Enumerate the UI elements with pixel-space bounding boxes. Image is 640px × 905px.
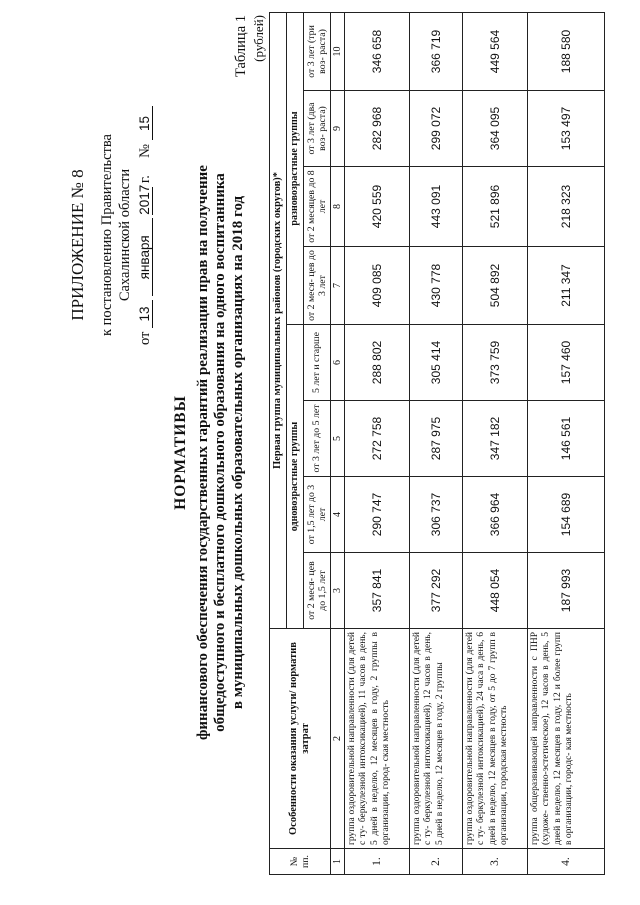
- row-value: 305 414: [410, 325, 463, 401]
- header-col-1-5y-3y: от 1,5 лет до 3 лет: [303, 477, 331, 553]
- row-value: 188 580: [528, 12, 605, 90]
- title-line-2: общедоступного и бесплатного дошкольного образования на одного воспитанника: [212, 173, 228, 732]
- row-value: 299 072: [410, 91, 463, 167]
- decree-number: 15: [137, 106, 153, 140]
- date-month: января: [137, 218, 153, 296]
- column-index-row: [331, 12, 345, 874]
- row-value: 420 559: [345, 167, 410, 247]
- row-value: 373 759: [463, 325, 528, 401]
- number-prefix: №: [137, 144, 153, 158]
- header-col-2m-1-5y: от 2 меся- цев до 1,5 лет: [303, 553, 331, 629]
- row-description: группа оздоровительной направленности (для детей с ту- беркулезной интоксикацией), 11 часов в день, 5 дней в неделю, 12 месяцев в году, 2 группы в организации, город- ская местность: [345, 629, 410, 849]
- column-index: 3: [331, 553, 345, 629]
- row-value: 449 564: [463, 12, 528, 90]
- row-value: 153 497: [528, 91, 605, 167]
- header-col-3y-5y: от 3 лет до 5 лет: [303, 401, 331, 477]
- column-index: 2: [331, 629, 345, 849]
- row-value: 282 968: [345, 91, 410, 167]
- table-row: [528, 12, 605, 874]
- row-value: 146 561: [528, 401, 605, 477]
- row-value: 377 292: [410, 553, 463, 629]
- table-row: [463, 12, 528, 874]
- title-line-1: финансового обеспечения государственных гарантий реализации прав на получение: [195, 165, 211, 740]
- column-index: 6: [331, 325, 345, 401]
- row-value: 347 182: [463, 401, 528, 477]
- header-no: № пп.: [270, 849, 331, 875]
- column-index: 5: [331, 401, 345, 477]
- header-col-3y-two-ages: от 3 лет (два воз- раста): [303, 91, 331, 167]
- header-col-2m-3y: от 2 меся- цев до 3 лет: [303, 247, 331, 325]
- row-value: 364 095: [463, 91, 528, 167]
- row-number: 3.: [463, 849, 528, 875]
- row-number: 2.: [410, 849, 463, 875]
- row-value: 157 460: [528, 325, 605, 401]
- row-value: 430 778: [410, 247, 463, 325]
- date-prefix: от: [137, 331, 153, 345]
- row-value: 409 085: [345, 247, 410, 325]
- decree-line-1: к постановлению Правительства: [99, 134, 115, 336]
- row-value: 357 841: [345, 553, 410, 629]
- row-description: группа оздоровительной направленности (для детей с ту- беркулезной интоксикацией), 12 часов в день, 5 дней в неделю, 12 месяцев в году, 2 группы: [410, 629, 463, 849]
- column-index: 8: [331, 167, 345, 247]
- header-mixed-age-groups: разновозрастные группы: [287, 12, 304, 324]
- row-value: 288 802: [345, 325, 410, 401]
- title-line-3: в муниципальных дошкольных образовательных организациях на 2018 год: [230, 195, 246, 710]
- row-value: 346 658: [345, 12, 410, 90]
- header-col-2m-8y: от 2 месяцев до 8 лет: [303, 167, 331, 247]
- row-value: 448 054: [463, 553, 528, 629]
- row-number: 1.: [345, 849, 410, 875]
- row-value: 504 892: [463, 247, 528, 325]
- date-year-suffix: г.: [137, 175, 153, 184]
- column-index: 7: [331, 247, 345, 325]
- row-value: 306 737: [410, 477, 463, 553]
- document-title: НОРМАТИВЫ: [172, 395, 189, 510]
- row-description: группа общеразвивающей направленности с ПНР (художе- ственно-эстетическое), 12 часов в день, 5 дней в неделю, 12 месяцев в году, 12 и более групп в организации, городс- кая местность: [528, 629, 605, 849]
- row-value: 154 689: [528, 477, 605, 553]
- column-index: 9: [331, 91, 345, 167]
- column-index: 4: [331, 477, 345, 553]
- table-row: [410, 12, 463, 874]
- decree-line-2: Сахалинской области: [117, 168, 133, 302]
- norms-table: [269, 12, 605, 875]
- row-value: 218 323: [528, 167, 605, 247]
- table-row: [345, 12, 410, 874]
- row-value: 443 091: [410, 167, 463, 247]
- row-value: 287 975: [410, 401, 463, 477]
- column-index: 10: [331, 12, 345, 90]
- row-value: 366 719: [410, 12, 463, 90]
- date-year: 2017: [137, 184, 152, 215]
- row-value: 366 964: [463, 477, 528, 553]
- row-value: 290 747: [345, 477, 410, 553]
- header-col-3y-three-ages: от 3 лет (три воз- раста): [303, 12, 331, 90]
- row-value: 521 896: [463, 167, 528, 247]
- column-index: 1: [331, 849, 345, 875]
- row-number: 4.: [528, 849, 605, 875]
- date-day: 13: [137, 300, 153, 328]
- header-col-5y-plus: 5 лет и старше: [303, 325, 331, 401]
- decree-date-line: [137, 115, 154, 345]
- header-first-group: Первая группа муниципальных районов (городских округов)*: [270, 12, 287, 628]
- header-same-age-groups: одновозрастные группы: [287, 325, 304, 629]
- appendix-label: ПРИЛОЖЕНИЕ № 8: [68, 169, 87, 321]
- row-value: 211 347: [528, 247, 605, 325]
- header-features: Особенности оказания услуги/ норматив затрат: [270, 629, 331, 849]
- row-description: группа оздоровительной направленности (для детей с ту- беркулезной интоксикацией), 24 часа в день, 6 дней в неделю, 12 месяцев в году, от 5 до 7 групп в организации, городская местность: [463, 629, 528, 849]
- row-value: 272 758: [345, 401, 410, 477]
- table-caption: Таблица 1: [233, 15, 249, 78]
- table-unit: (рублей): [251, 15, 266, 62]
- row-value: 187 993: [528, 553, 605, 629]
